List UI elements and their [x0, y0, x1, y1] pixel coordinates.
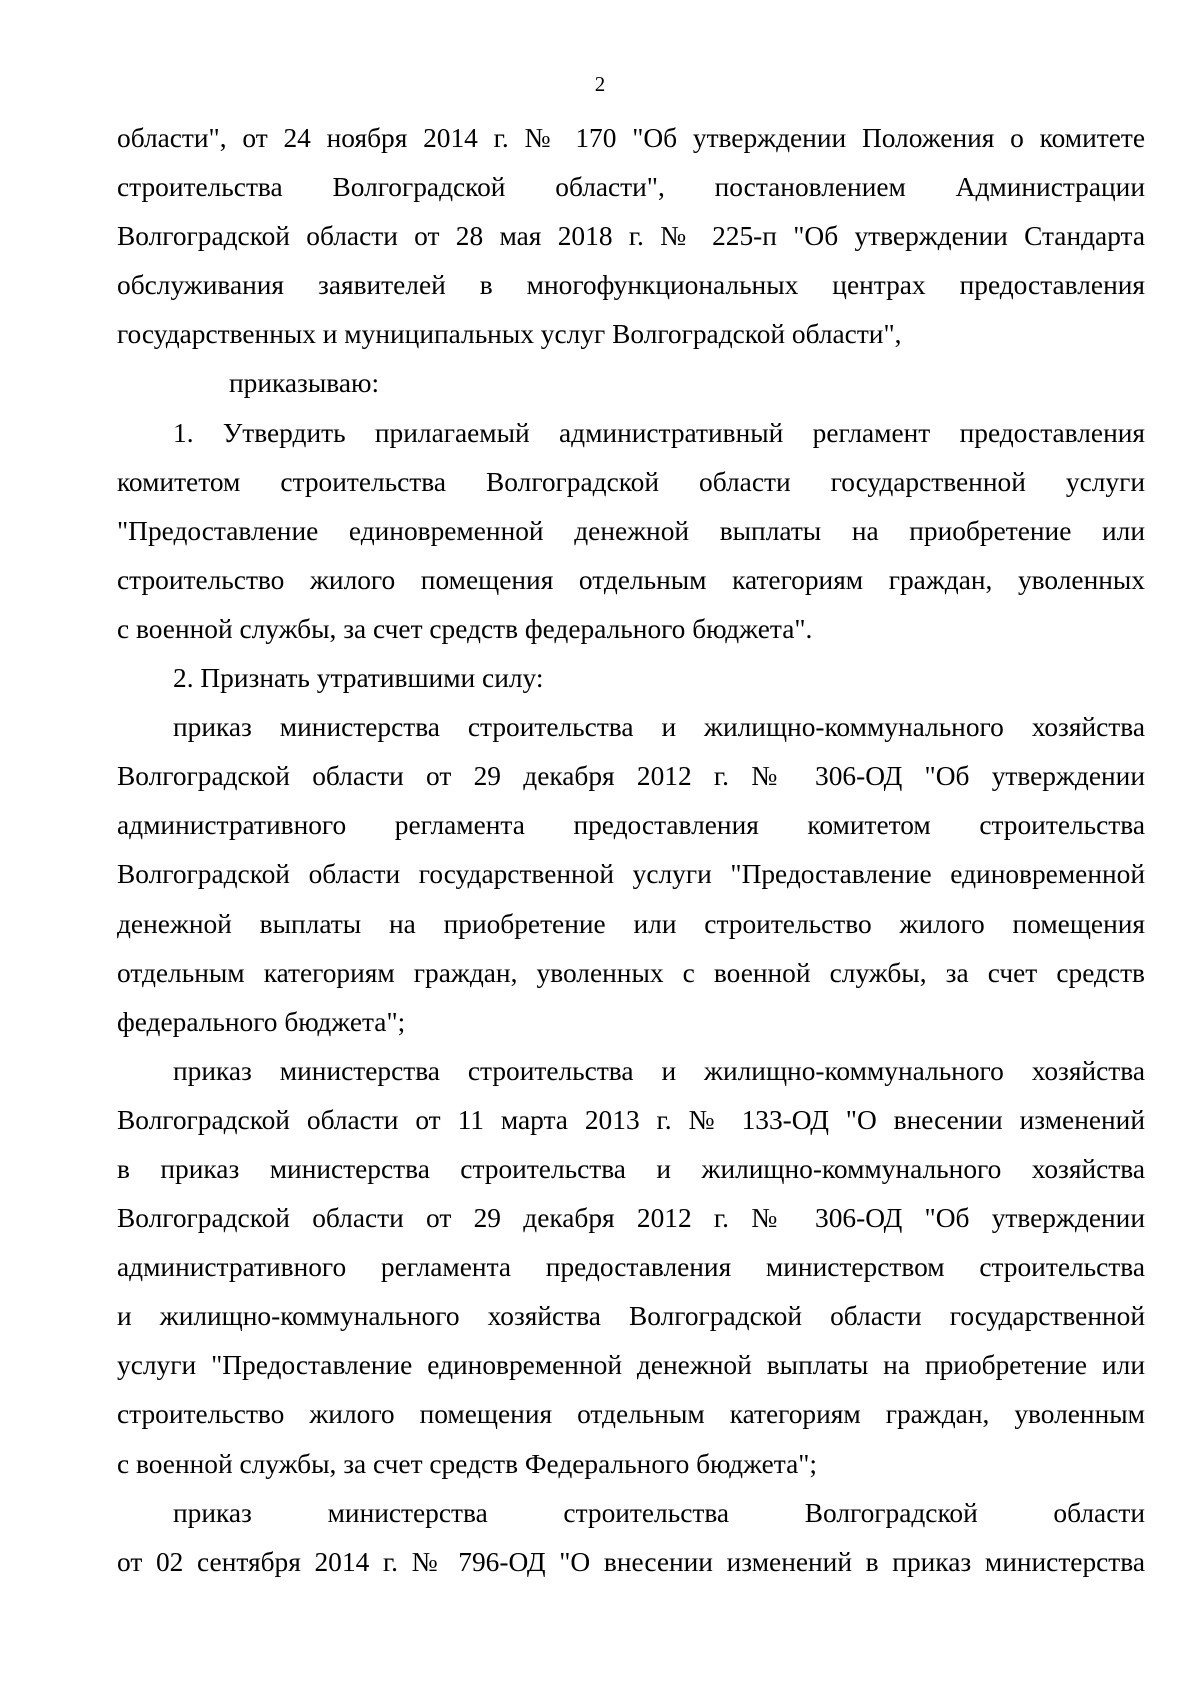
text-line: услуги "Предоставление единовременной денежной выплаты на приобретение или — [117, 1350, 1145, 1381]
paragraph-legal-basis-continuation — [117, 114, 1145, 359]
paragraph-repealed-order-2 — [117, 1047, 1145, 1489]
text-line: 1. Утвердить прилагаемый административный регламент предоставления — [173, 417, 1145, 448]
text-line: приказ министерства строительства и жилищно-коммунального хозяйства — [173, 1055, 1145, 1086]
text-line: государственных и муниципальных услуг Волгоградской области", — [117, 319, 902, 350]
paragraph-repealed-order-3 — [117, 1489, 1145, 1587]
text-line: приказ министерства строительства Волгоградской области — [173, 1497, 1145, 1528]
document-body — [117, 114, 1145, 1587]
text-line: от 02 сентября 2014 г. № 796-ОД "О внесении изменений в приказ министерства — [117, 1546, 1145, 1577]
text-line: приказываю: — [229, 368, 380, 399]
text-line: административного регламента предоставления комитетом строительства — [117, 810, 1145, 841]
page-number: 2 — [594, 72, 606, 96]
text-line: строительство жилого помещения отдельным категориям граждан, уволенным — [117, 1399, 1145, 1430]
text-line: в приказ министерства строительства и жилищно-коммунального хозяйства — [117, 1153, 1145, 1184]
text-line: и жилищно-коммунального хозяйства Волгоградской области государственной — [117, 1301, 1145, 1332]
text-line: строительство жилого помещения отдельным категориям граждан, уволенных — [117, 564, 1145, 595]
text-line: Волгоградской области от 28 мая 2018 г. № 225-п "Об утверждении Стандарта — [117, 221, 1145, 252]
text-line: с военной службы, за счет средств Федерального бюджета"; — [117, 1448, 818, 1479]
paragraph-item-1 — [117, 409, 1145, 654]
text-line: административного регламента предоставления министерством строительства — [117, 1252, 1145, 1283]
text-line: комитетом строительства Волгоградской области государственной услуги — [117, 466, 1145, 497]
paragraph-repealed-order-1 — [117, 703, 1145, 1047]
text-line: отдельным категориям граждан, уволенных с военной службы, за счет средств — [117, 957, 1145, 988]
text-line: приказ министерства строительства и жилищно-коммунального хозяйства — [173, 712, 1145, 743]
text-line: Волгоградской области от 29 декабря 2012 г. № 306-ОД "Об утверждении — [117, 761, 1145, 792]
text-line: строительства Волгоградской области", постановлением Администрации — [117, 172, 1145, 203]
text-line: федерального бюджета"; — [117, 1006, 406, 1037]
text-line: Волгоградской области от 11 марта 2013 г. № 133-ОД "О внесении изменений — [117, 1104, 1145, 1135]
text-line: области", от 24 ноября 2014 г. № 170 "Об утверждении Положения о комитете — [117, 123, 1145, 153]
text-line: 2. Признать утратившими силу: — [173, 663, 544, 694]
paragraph-item-2 — [117, 654, 1145, 703]
paragraph-order-word — [117, 359, 1145, 408]
text-line: "Предоставление единовременной денежной выплаты на приобретение или — [117, 515, 1145, 546]
text-line: Волгоградской области от 29 декабря 2012 г. № 306-ОД "Об утверждении — [117, 1203, 1145, 1234]
text-line: обслуживания заявителей в многофункциональных центрах предоставления — [117, 270, 1145, 301]
text-line: Волгоградской области государственной услуги "Предоставление единовременной — [117, 859, 1145, 890]
text-line: с военной службы, за счет средств федерального бюджета". — [117, 613, 813, 644]
text-line: денежной выплаты на приобретение или строительство жилого помещения — [117, 908, 1145, 939]
